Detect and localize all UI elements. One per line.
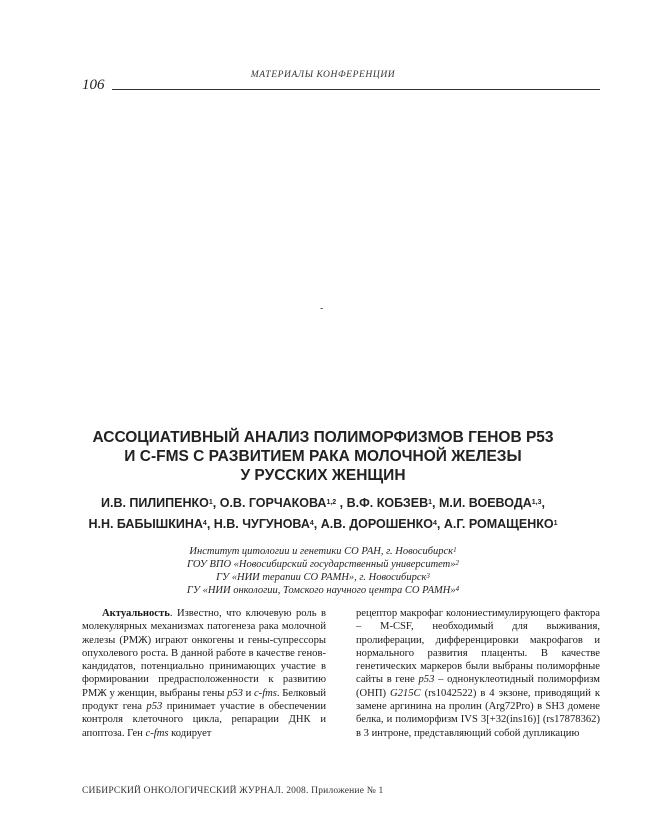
affiliation: [40, 584, 606, 597]
affiliation-mark: 2: [455, 559, 460, 567]
affiliation-mark: 1: [428, 499, 433, 506]
text-run: (rs1042522) в 4 экзоне, приводящий к замене аргинина на пролин (Arg72Pro) в SH3 домене белка, и полиморфизм IVS 3[+32(ins16)] (rs17878362) в 3 интроне, представляющий собой дупликацию: [356, 687, 600, 739]
author-list: [40, 493, 606, 535]
author-line: И.В. ПИЛИПЕНКО$^1$, О.В. ГОРЧАКОВА$^{1,2}$ , В.Ф. КОБЗЕВ$^1$, М.И. ВОЕВОДА$^{1,3}$,: [101, 496, 545, 510]
affiliation-text: ГУ «НИИ терапии СО РАМН», г. Новосибирск: [216, 572, 427, 583]
title-line: АССОЦИАТИВНЫЙ АНАЛИЗ ПОЛИМОРФИЗМОВ ГЕНОВ Р53: [92, 429, 554, 446]
title-line: И C-FMS С РАЗВИТИЕМ РАКА МОЛОЧНОЙ ЖЕЛЕЗЫ: [124, 448, 522, 465]
author-name: В.Ф. КОБЗЕВ: [346, 496, 429, 510]
text-run: . Известно, что ключевую роль в молекулярных механизмах патогенеза рака молочной железы (РМЖ) играют онкогены и гены-супрессоры опухолевого роста. В данной работе в качестве генов-кандидатов, потенциально принимающих участие в формировании предрасположенности к развитию РМЖ у женщин, выбраны гены: [82, 608, 326, 699]
affiliation-mark: 4: [309, 520, 314, 527]
section-lead-in: Актуальность: [102, 608, 170, 619]
body-column-left: [82, 607, 326, 740]
affiliation-mark: 3: [426, 572, 430, 580]
title-line: У РУССКИХ ЖЕНЩИН: [240, 467, 406, 484]
gene-name: c-fms: [253, 687, 277, 699]
gene-name: c-fms: [145, 727, 169, 739]
affiliation-mark: 1: [453, 546, 457, 554]
running-title: МАТЕРИАЛЫ КОНФЕРЕНЦИИ: [250, 70, 396, 80]
affiliation-mark: 1: [208, 499, 213, 506]
author-name: А.Г. РОМАЩЕНКО: [443, 517, 554, 531]
affiliation: [40, 558, 606, 571]
affiliation-mark: 4: [433, 520, 437, 527]
affiliation: [40, 545, 606, 558]
author-name: А.В. ДОРОШЕНКО: [320, 517, 433, 531]
page-number: 106: [82, 77, 105, 93]
text-run: кодирует: [168, 727, 212, 739]
journal-footer: СИБИРСКИЙ ОНКОЛОГИЧЕСКИЙ ЖУРНАЛ. 2008. Приложение № 1: [82, 786, 384, 796]
gene-name: p53: [146, 701, 163, 713]
affiliation: [40, 571, 606, 584]
body-paragraph-continued: [356, 607, 600, 740]
body-paragraph: [82, 607, 326, 740]
affiliation-mark: 1,3: [531, 499, 542, 506]
text-run: и: [242, 687, 254, 699]
author-name: Н.В. ЧУГУНОВА: [213, 517, 310, 531]
affiliation-text: Институт цитологии и генетики СО РАН, г. Новосибирск: [189, 546, 454, 557]
affiliations: [40, 545, 606, 597]
stray-mark: -: [320, 303, 324, 314]
header-rule: [112, 89, 600, 90]
affiliation-mark: 1,2: [326, 499, 337, 506]
snp-name: G215C: [389, 687, 421, 699]
article-title: [40, 428, 606, 485]
author-name: Н.Н. БАБЫШКИНА: [88, 517, 203, 531]
affiliation-mark: 1: [553, 520, 558, 527]
body-column-right: [356, 607, 600, 740]
affiliation-text: ГОУ ВПО «Новосибирский государственный университет»: [186, 559, 456, 570]
gene-name: p53: [227, 687, 243, 699]
affiliation-mark: 4: [202, 520, 207, 527]
affiliation-mark: 4: [455, 585, 460, 593]
author-name: О.В. ГОРЧАКОВА: [219, 496, 327, 510]
text-run: рецептор макрофаг колониестимулирующего фактора – M-CSF, необходимый для выживания, пролиферации, дифференцировки макрофагов и нормального развития плаценты. В качестве генетических маркеров были выбраны полиморфные сайты в гене: [356, 608, 600, 686]
author-line: Н.Н. БАБЫШКИНА$^4$, Н.В. ЧУГУНОВА$^4$, А.В. ДОРОШЕНКО$^4$, А.Г. РОМАЩЕНКО$^1$: [88, 517, 558, 531]
author-name: И.В. ПИЛИПЕНКО: [101, 496, 209, 510]
text-run: . Белковый продукт гена: [82, 687, 326, 713]
text-run: принимает участие в обеспечении контроля клеточного цикла, репарации ДНК и апоптоза. Ген: [82, 701, 327, 739]
text-run: – однонуклеотидный полиморфизм (ОНП): [356, 674, 600, 699]
author-name: М.И. ВОЕВОДА: [438, 496, 532, 510]
affiliation-text: ГУ «НИИ онкологии, Томского научного центра СО РАМН»: [186, 585, 456, 596]
gene-name: p53: [418, 674, 435, 686]
